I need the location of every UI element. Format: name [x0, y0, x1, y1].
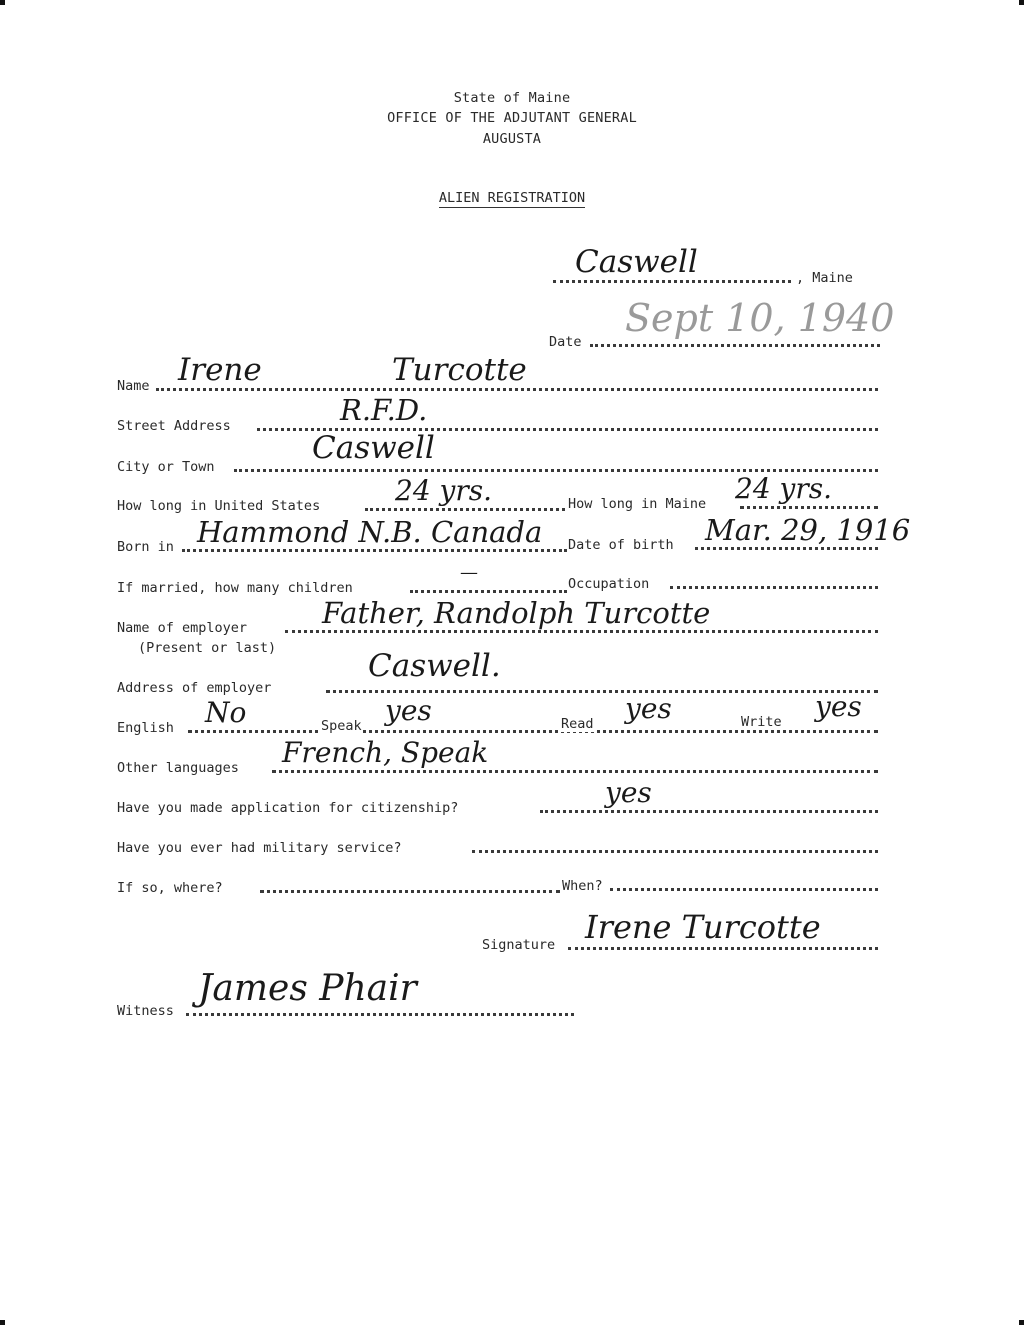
- years-maine-handwriting: 24 yrs.: [735, 472, 833, 505]
- how-long-maine-label: How long in Maine: [568, 496, 707, 512]
- town-handwriting: Caswell: [575, 244, 698, 280]
- born-in-label: Born in: [117, 539, 174, 555]
- speak-handwriting: yes: [385, 694, 432, 727]
- years-us-handwriting: 24 yrs.: [395, 474, 493, 507]
- signature-handwriting: Irene Turcotte: [585, 908, 821, 946]
- birthplace-handwriting: Hammond N.B. Canada: [197, 515, 543, 549]
- children-handwriting: —: [460, 562, 478, 583]
- born-in-line: [182, 549, 567, 552]
- name-label: Name: [117, 378, 150, 394]
- employer-address-label: Address of employer: [117, 680, 272, 696]
- write-handwriting: yes: [815, 690, 862, 723]
- write-label: Write: [741, 714, 782, 730]
- citizenship-line: [540, 810, 878, 813]
- name-line: [156, 388, 878, 391]
- employer-note: (Present or last): [138, 640, 277, 656]
- witness-line: [186, 1013, 574, 1016]
- when-line: [610, 888, 878, 891]
- city-handwriting: Caswell: [312, 430, 435, 466]
- witness-label: Witness: [117, 1003, 174, 1019]
- occupation-line: [670, 586, 878, 589]
- employer-address-line: [326, 690, 878, 693]
- maine-label: , Maine: [796, 270, 853, 286]
- street-handwriting: R.F.D.: [340, 393, 428, 427]
- when-label: When?: [562, 878, 603, 894]
- scan-corner-mark: [0, 0, 5, 5]
- employer-name-label: Name of employer: [117, 620, 248, 636]
- english-handwriting: No: [205, 696, 247, 729]
- street-label: Street Address: [117, 418, 231, 434]
- date-line: [590, 344, 880, 347]
- if-so-where-label: If so, where?: [117, 880, 223, 896]
- header-state: State of Maine: [453, 90, 571, 106]
- header-office: OFFICE OF THE ADJUTANT GENERAL: [387, 110, 637, 126]
- employer-address-handwriting: Caswell.: [368, 648, 501, 684]
- date-of-birth-line: [695, 547, 878, 550]
- date-of-birth-label: Date of birth: [568, 537, 674, 553]
- signature-line: [568, 947, 878, 950]
- citizenship-label: Have you made application for citizenship?: [117, 800, 459, 816]
- date-handwriting: Sept 10, 1940: [625, 296, 895, 340]
- header-city: AUGUSTA: [482, 131, 542, 147]
- witness-handwriting: James Phair: [198, 968, 417, 1009]
- scan-corner-mark: [1019, 0, 1024, 5]
- scan-corner-mark: [0, 1320, 5, 1325]
- married-children-label: If married, how many children: [117, 580, 353, 596]
- scan-corner-mark: [1019, 1320, 1024, 1325]
- form-title-text: ALIEN REGISTRATION: [438, 190, 586, 206]
- town-line: [553, 280, 791, 283]
- read-label: Read: [561, 716, 594, 732]
- date-label: Date: [549, 334, 582, 350]
- other-languages-line: [272, 770, 878, 773]
- citizenship-handwriting: yes: [605, 776, 652, 809]
- city-label: City or Town: [117, 459, 215, 475]
- english-label: English: [117, 720, 174, 736]
- if-so-where-line: [260, 890, 560, 893]
- employer-handwriting: Father, Randolph Turcotte: [322, 596, 711, 630]
- first-name-handwriting: Irene: [178, 352, 262, 388]
- military-line: [472, 850, 878, 853]
- employer-name-line: [285, 630, 878, 633]
- married-children-line: [410, 590, 567, 593]
- military-label: Have you ever had military service?: [117, 840, 402, 856]
- read-handwriting: yes: [625, 692, 672, 725]
- other-languages-handwriting: French, Speak: [282, 736, 489, 769]
- signature-label: Signature: [482, 937, 556, 953]
- how-long-maine-line: [740, 506, 878, 509]
- english-line: [188, 730, 878, 733]
- form-title: [0, 190, 1024, 206]
- other-languages-label: Other languages: [117, 760, 239, 776]
- last-name-handwriting: Turcotte: [392, 352, 527, 388]
- birth-date-handwriting: Mar. 29, 1916: [705, 513, 911, 547]
- how-long-us-line: [365, 508, 565, 511]
- how-long-us-label: How long in United States: [117, 498, 321, 514]
- speak-label: Speak: [321, 718, 362, 734]
- occupation-label: Occupation: [568, 576, 650, 592]
